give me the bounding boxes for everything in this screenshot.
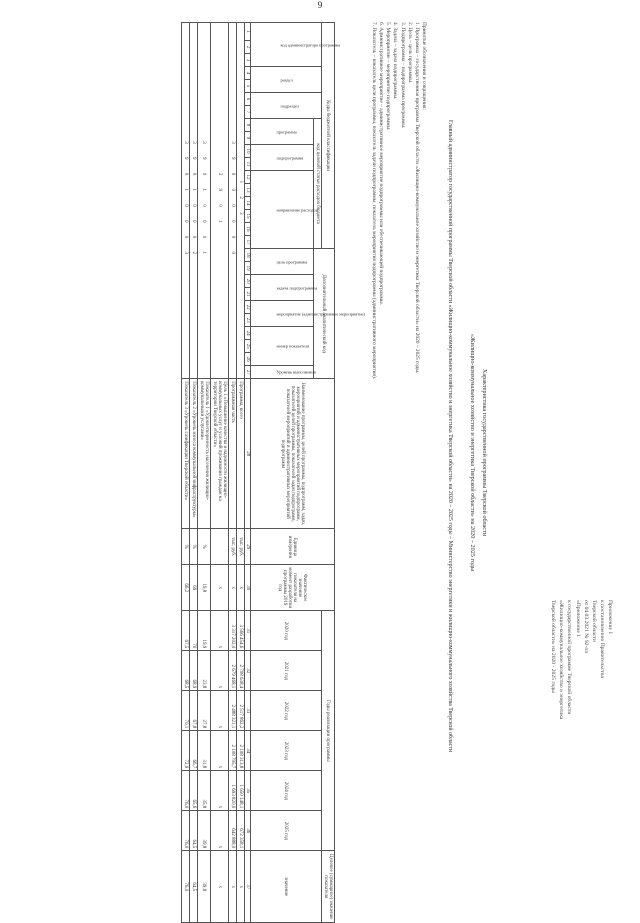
- row-2020: 67,5: [182, 611, 190, 651]
- row-target: х: [229, 851, 237, 923]
- column-number-row: [245, 23, 251, 923]
- row-base: х: [229, 565, 237, 611]
- row-code: 3 9 0 1 0 0 0 1: [198, 23, 211, 379]
- column-number: 19: [245, 262, 251, 275]
- column-number: 17: [245, 236, 251, 249]
- year-2025-header: 2025 год: [251, 811, 322, 851]
- column-number: 8: [245, 119, 251, 132]
- row-code: 3 9 0 1 0 0 0 3: [182, 23, 190, 379]
- direction-code-header: направление расходов: [251, 171, 314, 249]
- row-target: х: [211, 851, 229, 923]
- row-base: х: [211, 565, 229, 611]
- column-number: 3: [245, 54, 251, 67]
- row-2020: 3 317 202,0: [229, 611, 237, 651]
- column-number: 1: [245, 23, 251, 41]
- row-base: 66,2: [182, 565, 190, 611]
- row-2020: 70: [190, 611, 198, 651]
- subsection-code-header: подраздел: [251, 93, 322, 119]
- column-number: 30: [245, 565, 251, 611]
- appendix-line: Тверской области: [590, 600, 597, 642]
- row-unit: [211, 529, 229, 565]
- row-2024: 65,6: [190, 771, 198, 811]
- row-2022: 2 517 862,2: [237, 691, 245, 731]
- column-number: 34: [245, 731, 251, 771]
- column-number: 26: [245, 353, 251, 366]
- row-2025: х: [211, 811, 229, 851]
- row-unit: %: [182, 529, 190, 565]
- row-2022: 67,8: [190, 691, 198, 731]
- year-2021-header: 2021 год: [251, 651, 322, 691]
- row-2022: 2 488 321,1: [229, 691, 237, 731]
- row-2024: х: [211, 771, 229, 811]
- appendix-line: Приложение 1: [607, 600, 613, 635]
- row-2023: 2 108 313,8: [237, 731, 245, 771]
- row-target: х: [237, 851, 245, 923]
- row-unit: тыс. руб.: [229, 529, 237, 565]
- appendix-block: [549, 600, 614, 820]
- column-number: 15: [245, 210, 251, 223]
- row-target: 76,0: [182, 851, 190, 923]
- column-number: 29: [245, 529, 251, 565]
- row-2024: 76,0: [182, 771, 190, 811]
- unit-column-header: Единица измерения: [251, 529, 335, 565]
- column-number: 31: [245, 611, 251, 651]
- column-number: 24: [245, 327, 251, 340]
- notes-block: [370, 22, 427, 379]
- column-number: 14: [245, 197, 251, 210]
- appendix-line: «Жилищно-коммунальное хозяйство и энергетика: [558, 600, 565, 720]
- row-unit: %: [198, 529, 211, 565]
- year-2023-header: 2023 год: [251, 731, 322, 771]
- year-2022-header: 2022 год: [251, 691, 322, 731]
- row-2025: 76,0: [182, 811, 190, 851]
- column-number: 21: [245, 288, 251, 301]
- note-line: 1. Программа – государственная программа Тверской области «Жилищно-коммунальное хозяйство и энергетика Тверской области» на 2020 – 2025 годы.: [413, 22, 420, 374]
- row-base: 69: [190, 565, 198, 611]
- row-2024: 35,8: [198, 771, 211, 811]
- row-2023: 31,8: [198, 731, 211, 771]
- subprogram-code-header: подпрограмма: [251, 145, 314, 171]
- note-line: 7. Показатель – показатель цели программы, показатель задачи подпрограммы, показатель мероприятия подпрограммы (административного мероприятия).: [371, 22, 378, 380]
- extra-code-header: Дополнительный аналитический код: [314, 249, 335, 379]
- row-2024: 1 650 148,1: [237, 771, 245, 811]
- row-name: Показатель 3 «Уровень газификации Тверской области»: [182, 379, 190, 529]
- column-number: 23: [245, 314, 251, 327]
- column-number: 35: [245, 771, 251, 811]
- row-2025: 39,8: [198, 811, 211, 851]
- column-number: 9: [245, 132, 251, 145]
- table-row: [190, 23, 198, 923]
- column-number: 16: [245, 223, 251, 236]
- appendix-line: Тверской области» на 2020 - 2025 годы: [550, 600, 557, 693]
- row-2024: 1 693 820,0: [229, 771, 237, 811]
- column-number: 5: [245, 80, 251, 93]
- administrator-line: Главный администратор государственной программы Тверской области «Жилищно-коммунальное хозяйство и энергетика Тверской области» на 2020 – 2025 годы – Министерство энергетики и жилищно-коммунального хозяйства Тверской области: [447, 120, 453, 753]
- target-article-header: код целевой статьи расходов бюджета: [314, 119, 322, 249]
- base-column-header: Фактическое значение показателя на момент разработки программы 2019 год: [251, 565, 335, 611]
- note-line: 2. Цель – цель программы.: [406, 22, 413, 84]
- years-header: Годы реализации программы: [322, 611, 335, 851]
- row-code: 3 9 0 1: [211, 23, 229, 379]
- column-number: 2: [245, 41, 251, 54]
- appendix-line: к государственной программе Тверской области: [566, 600, 573, 715]
- year-2024-header: 2024 год: [251, 771, 322, 811]
- row-2025: 642 888,0: [229, 811, 237, 851]
- row-name: Показатель 2 «Уровень износа коммунальной инфраструктуры»: [190, 379, 198, 529]
- column-number: 11: [245, 158, 251, 171]
- row-2020: 19,9: [198, 611, 211, 651]
- table-row: [229, 23, 237, 923]
- row-unit: %: [190, 529, 198, 565]
- budget-codes-header: Коды бюджетной классификации: [322, 23, 335, 249]
- column-number: 32: [245, 651, 251, 691]
- row-name: Программная часть: [229, 379, 237, 529]
- row-name: Программа, всего: [237, 379, 245, 529]
- admin-code-header: код администратора программы: [251, 23, 322, 67]
- extra-col-goal: цель программы: [251, 249, 314, 275]
- row-2023: 72,9: [182, 731, 190, 771]
- row-target: 39,8: [198, 851, 211, 923]
- column-number: 22: [245, 301, 251, 314]
- note-line: 3. Подпрограмма – подпрограмма программы.: [399, 22, 406, 129]
- table-row: [182, 23, 190, 923]
- row-2023: 2 108 795,7: [229, 731, 237, 771]
- program-table: [181, 22, 366, 923]
- row-code: 1 2 3: [237, 23, 245, 379]
- column-number: 25: [245, 340, 251, 353]
- row-base: 19,8: [198, 565, 211, 611]
- note-line: 5. Мероприятие – мероприятие подпрограммы.: [385, 22, 392, 131]
- appendix-line: к постановлению Правительства: [598, 600, 605, 678]
- row-2021: 2 679 468,1: [229, 651, 237, 691]
- table-row: [198, 23, 211, 923]
- row-2022: 27,8: [198, 691, 211, 731]
- note-line: 4. Задача – задача подпрограммы.: [392, 22, 399, 100]
- column-number: 36: [245, 811, 251, 851]
- extra-col-task: задача подпрограммы: [251, 275, 314, 301]
- column-number: 20: [245, 275, 251, 288]
- extra-col-indicator: номер показателя: [251, 327, 314, 366]
- column-number: 13: [245, 184, 251, 197]
- row-target: 64,5: [190, 851, 198, 923]
- row-2021: 2 708 638,4: [237, 651, 245, 691]
- note-line: 6. Административное мероприятие – административное мероприятие подпрограммы или обеспечивающей подпрограммы.: [378, 22, 385, 306]
- row-2022: 70,1: [182, 691, 190, 731]
- column-number: 7: [245, 106, 251, 119]
- column-number: 4: [245, 67, 251, 80]
- page-number: 9: [317, 0, 323, 10]
- year-2020-header: 2020 год: [251, 611, 322, 651]
- row-name: Цель 1 «Повышение качества и надежности жилищно-коммунальных услуг и условий проживания граждан на территории Тверской области»: [211, 379, 229, 529]
- row-2023: 66,7: [190, 731, 198, 771]
- row-unit: тыс. руб.: [237, 529, 245, 565]
- row-code: 3 9 0 0 0 0 0 0: [229, 23, 237, 379]
- target-value-header: значение: [251, 851, 322, 923]
- row-2022: х: [211, 691, 229, 731]
- column-number: 27: [245, 366, 251, 379]
- section-code-header: раздел: [251, 67, 322, 93]
- row-2020: х: [211, 611, 229, 651]
- table-row: [237, 23, 245, 923]
- appendix-line: «Приложение 1: [574, 600, 581, 638]
- note-line: Принятые обозначения и сокращения:: [421, 22, 427, 110]
- appendix-line: от 04.03.2021 № 92-пп: [582, 600, 589, 654]
- row-2021: 23,8: [198, 651, 211, 691]
- row-2025: 64,5: [190, 811, 198, 851]
- row-2021: 68,5: [182, 651, 190, 691]
- column-number: 37: [245, 851, 251, 923]
- name-column-header: Наименование программы, целей программы, подпрограмм, задач, мероприятий и административных мероприятий подпрограмм, показателей целей программы, показателей задач подпрограмм, показателей мероприятий и административных мероприятий подпрограмм: [251, 379, 335, 529]
- column-number: 18: [245, 249, 251, 262]
- column-number: 28: [245, 379, 251, 529]
- table-row: [211, 23, 229, 923]
- column-number: 12: [245, 171, 251, 184]
- column-number: 33: [245, 691, 251, 731]
- row-2023: х: [211, 731, 229, 771]
- row-2025: 672 358,1: [237, 811, 245, 851]
- extra-col-level: Уровень выполнения: [251, 366, 314, 379]
- row-code: 3 9 0 1 0 0 0 2: [190, 23, 198, 379]
- row-name: Показатель 1 «Удовлетворенность населения жилищно-коммунальными услугами»: [198, 379, 211, 529]
- target-header: Целевое (суммарное) значение показателя: [322, 851, 335, 923]
- row-base: х: [237, 565, 245, 611]
- program-code-header: программа: [251, 119, 314, 145]
- row-2020: 3 566 454,6: [237, 611, 245, 651]
- extra-col-measure: мероприятие (административное мероприятие): [251, 301, 314, 327]
- row-2021: х: [211, 651, 229, 691]
- column-number: 6: [245, 93, 251, 106]
- document-title: Характеристика государственной программы Тверской области: [481, 368, 488, 537]
- document-subtitle: «Жилищно-коммунальное хозяйство и энергетика Тверской области» на 2020 – 2025 годы: [469, 333, 476, 572]
- column-number: 10: [245, 145, 251, 158]
- row-2021: 68,9: [190, 651, 198, 691]
